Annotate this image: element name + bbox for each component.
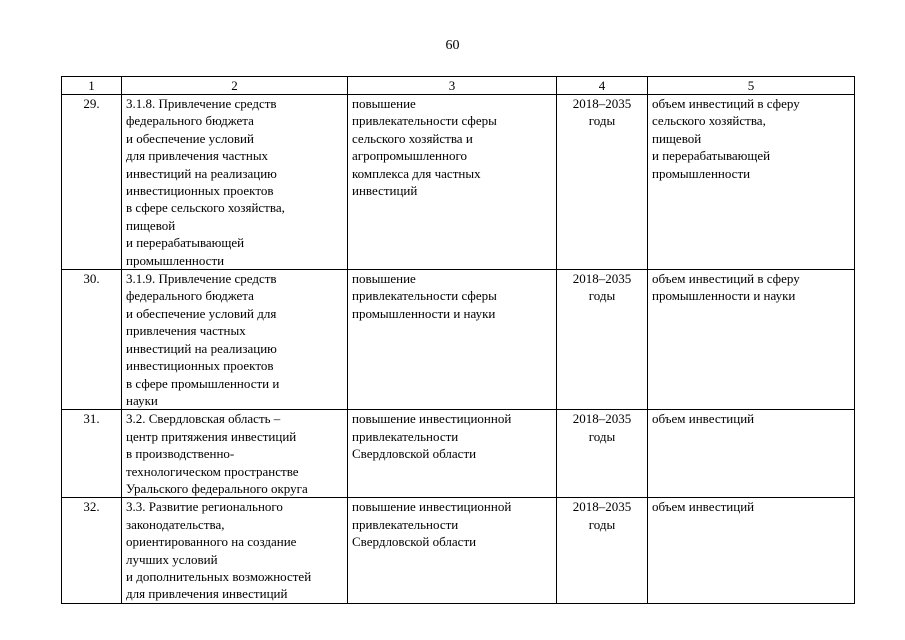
result-line: комплекса для частных [352, 165, 481, 181]
measure-line: законодательства, [126, 516, 225, 532]
indicator-line: промышленности и науки [652, 288, 796, 304]
period-line: годы [588, 428, 616, 444]
result-line: повышение инвестиционной [352, 499, 512, 515]
measure-line: для привлечения частных [126, 148, 269, 164]
table-row [62, 95, 855, 270]
result-line: Свердловской области [352, 446, 477, 462]
measure-line: федерального бюджета [126, 113, 254, 129]
period-line: 2018–2035 [572, 96, 632, 111]
measure-line: и обеспечение условий [126, 130, 254, 146]
indicator-line: пищевой [652, 130, 702, 146]
indicator-line: объем инвестиций [652, 499, 755, 515]
indicator-cell [648, 498, 855, 603]
measure-cell [122, 95, 348, 270]
row-number-cell: 31. [62, 410, 122, 498]
measure-cell [122, 410, 348, 498]
result-cell [348, 270, 557, 410]
column-header-4: 4 [557, 77, 648, 95]
period-line: годы [588, 288, 616, 304]
measure-line: инвестиционных проектов [126, 183, 274, 199]
measure-line: для привлечения инвестиций [126, 586, 288, 602]
result-line: промышленности и науки [352, 305, 496, 321]
page-number: 60 [445, 38, 460, 53]
measure-line: в производственно- [126, 446, 235, 462]
period-cell [557, 95, 648, 270]
measure-line: в сфере промышленности и [126, 375, 280, 391]
table-header-row [62, 77, 855, 95]
result-line: привлекательности сферы [352, 113, 497, 129]
result-cell [348, 410, 557, 498]
measure-line: и перерабатывающей [126, 235, 245, 251]
result-cell [348, 498, 557, 603]
measure-line: технологическом пространстве [126, 463, 299, 479]
measure-line: пищевой [126, 217, 176, 233]
indicator-line: объем инвестиций в сферу [652, 271, 800, 287]
measure-line: привлечения частных [126, 323, 246, 339]
measure-line: ориентированного на создание [126, 534, 297, 550]
measure-line: лучших условий [126, 551, 218, 567]
measure-line: центр притяжения инвестиций [126, 428, 297, 444]
measure-line: промышленности [126, 252, 225, 268]
measure-line: Уральского федерального округа [126, 480, 308, 496]
indicator-cell [648, 270, 855, 410]
measure-cell [122, 270, 348, 410]
period-cell [557, 410, 648, 498]
measure-line: и обеспечение условий для [126, 305, 277, 321]
table-row [62, 498, 855, 603]
period-line: годы [588, 516, 616, 532]
period-line: 2018–2035 [572, 499, 632, 515]
result-line: инвестиций [352, 183, 418, 199]
measure-line: 3.3. Развитие регионального [126, 499, 283, 515]
result-line: привлекательности сферы [352, 288, 497, 304]
measure-line: инвестиционных проектов [126, 358, 274, 374]
indicator-line: объем инвестиций в сферу [652, 96, 800, 111]
measure-line: в сфере сельского хозяйства, [126, 200, 285, 216]
row-number-cell: 30. [62, 270, 122, 410]
period-line: 2018–2035 [572, 271, 632, 287]
column-header-3: 3 [348, 77, 557, 95]
period-line: 2018–2035 [572, 411, 632, 427]
table-row [62, 410, 855, 498]
measure-line: инвестиций на реализацию [126, 165, 277, 181]
result-line: привлекательности [352, 516, 459, 532]
table-body [62, 95, 855, 604]
column-header-1: 1 [62, 77, 122, 95]
row-number-cell: 29. [62, 95, 122, 270]
measure-cell [122, 498, 348, 603]
column-header-2: 2 [122, 77, 348, 95]
measure-line: инвестиций на реализацию [126, 340, 277, 356]
result-line: повышение инвестиционной [352, 411, 512, 427]
result-line: привлекательности [352, 428, 459, 444]
result-line: сельского хозяйства и [352, 130, 473, 146]
measures-table [61, 76, 855, 604]
period-cell [557, 498, 648, 603]
indicator-line: промышленности [652, 165, 751, 181]
measure-line: федерального бюджета [126, 288, 254, 304]
result-line: агропромышленного [352, 148, 467, 164]
indicator-cell [648, 410, 855, 498]
result-cell [348, 95, 557, 270]
measure-line: 3.1.9. Привлечение средств [126, 271, 277, 287]
result-line: повышение [352, 96, 416, 111]
period-cell [557, 270, 648, 410]
measure-line: 3.2. Свердловская область – [126, 411, 281, 427]
indicator-line: объем инвестиций [652, 411, 755, 427]
column-header-5: 5 [648, 77, 855, 95]
result-line: повышение [352, 271, 416, 287]
row-number-cell: 32. [62, 498, 122, 603]
table-row [62, 270, 855, 410]
indicator-cell [648, 95, 855, 270]
measure-line: 3.1.8. Привлечение средств [126, 96, 277, 111]
indicator-line: и перерабатывающей [652, 148, 771, 164]
measure-line: науки [126, 392, 158, 408]
measure-line: и дополнительных возможностей [126, 568, 312, 584]
period-line: годы [588, 113, 616, 129]
result-line: Свердловской области [352, 534, 477, 550]
indicator-line: сельского хозяйства, [652, 113, 766, 129]
